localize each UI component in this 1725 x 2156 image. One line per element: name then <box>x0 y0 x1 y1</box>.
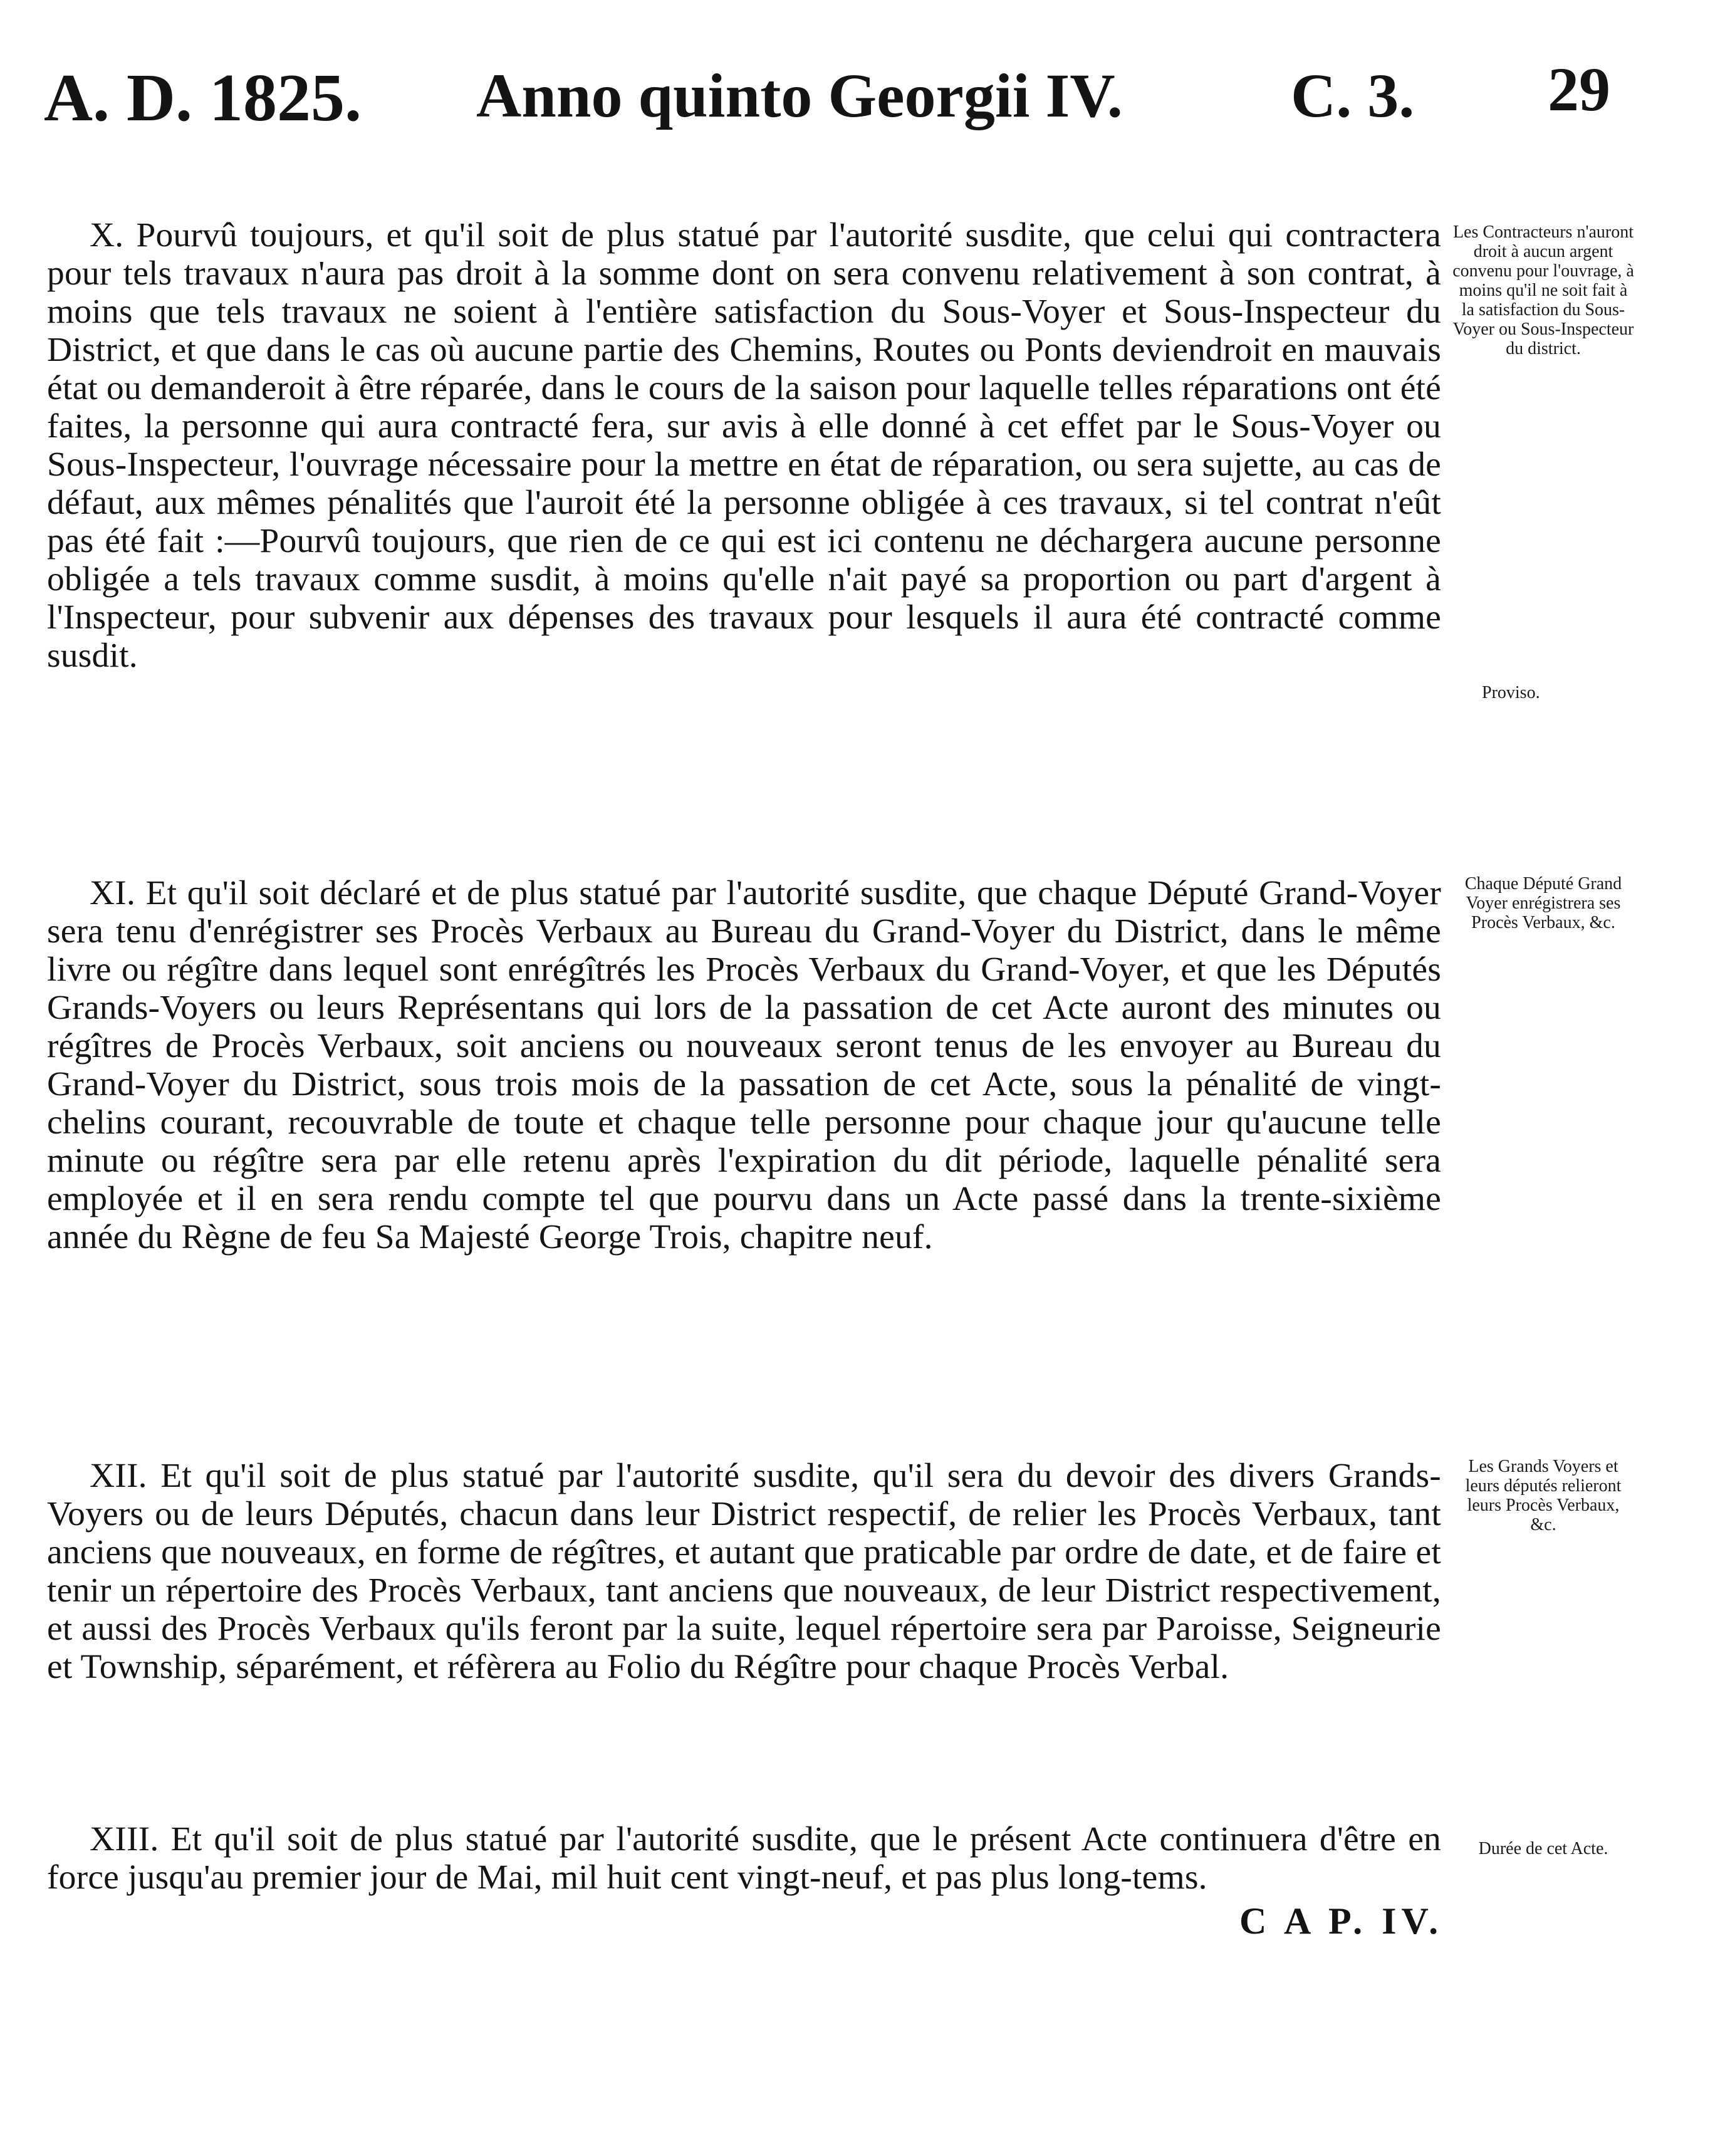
section-xii <box>47 1457 1441 1686</box>
section-xiii <box>47 1820 1441 1897</box>
section-paragraph <box>47 874 1441 1256</box>
section-number: XII. <box>90 1457 147 1495</box>
section-text: Pourvû toujours, et qu'il soit de plus statué par l'autorité susdite, que celui qui contractera pour tels travaux n'aura pas droit à la somme dont on sera convenu relativement à son contrat, à moins que tels travaux ne soient à l'entière satisfaction du Sous-Voyer et Sous-Inspecteur du District, et que dans le cas où aucune partie des Chemins, Routes ou Ponts deviendroit en mauvais état ou demanderoit à être réparée, dans le cours de la saison pour laquelle telles réparations ont été faites, la personne qui aura contracté fera, sur avis à elle donné à cet effet par le Sous-Voyer ou Sous-Inspecteur, l'ouvrage nécessaire pour la mettre en état de réparation, ou sera sujette, au cas de défaut, aux mêmes pénalités que l'auroit été la personne obligée à ces travaux, si tel contrat n'eût pas été fait :—Pourvû toujours, que rien de ce qui est ici contenu ne déchargera aucune personne obligée a tels travaux comme susdit, à moins qu'elle n'ait payé sa proportion ou part d'argent à l'Inspecteur, pour subvenir aux dépenses des travaux pour lesquels il aura été contracté comme susdit. <box>47 216 1441 675</box>
section-xi <box>47 874 1441 1256</box>
running-head <box>44 55 1629 154</box>
header-chapter: C. 3. <box>1291 61 1415 130</box>
section-number: XIII. <box>90 1820 159 1858</box>
page-number: 29 <box>1548 55 1610 124</box>
section-paragraph <box>47 1820 1441 1897</box>
section-number: X. <box>90 216 124 254</box>
section-paragraph <box>47 1457 1441 1686</box>
margin-note-contracteurs: Les Contracteurs n'auront droit à aucun argent convenu pour l'ouvrage, à moins qu'il ne soit fait à la satisfaction du Sous-Voyer ou Sous-Inspecteur du district. <box>1452 222 1634 358</box>
margin-note-duree: Durée de cet Acte. <box>1478 1839 1608 1858</box>
header-year: A. D. 1825. <box>44 61 362 135</box>
header-title: Anno quinto Georgii IV. <box>476 61 1123 130</box>
margin-note-depute-grand-voyer: Chaque Député Grand Voyer enrégistrera ses Procès Verbaux, &c. <box>1464 874 1622 932</box>
margin-note-grands-voyers: Les Grands Voyers et leurs députés relieront leurs Procès Verbaux, &c. <box>1465 1457 1622 1534</box>
next-chapter-heading: C A P. IV. <box>1239 1900 1444 1942</box>
section-text: Et qu'il soit de plus statué par l'autorité susdite, qu'il sera du devoir des divers Grands-Voyers ou de leurs Députés, chacun dans leur District respectif, de relier les Procès Verbaux, tant anciens que nouveaux, en forme de régîtres, et autant que praticable par ordre de date, et de faire et tenir un répertoire des Procès Verbaux, tant anciens que nouveaux, de leur District respectivement, et aussi des Procès Verbaux qu'ils feront par la suite, lequel répertoire sera par Paroisse, Seigneurie et Township, séparément, et réfèrera au Folio du Régître pour chaque Procès Verbal. <box>47 1457 1441 1686</box>
section-text: Et qu'il soit déclaré et de plus statué par l'autorité susdite, que chaque Député Grand-Voyer sera tenu d'enrégistrer ses Procès Verbaux au Bureau du Grand-Voyer du District, dans le même livre ou régître dans lequel sont enrégîtrés les Procès Verbaux du Grand-Voyer, et que les Députés Grands-Voyers ou leurs Représentans qui lors de la passation de cet Acte auront des minutes ou régîtres de Procès Verbaux, soit anciens ou nouveaux seront tenus de les envoyer au Bureau du Grand-Voyer du District, sous trois mois de la passation de cet Acte, sous la pénalité de vingt-chelins courant, recouvrable de toute et chaque telle personne pour chaque jour qu'aucune telle minute ou régître sera par elle retenu après l'expiration du dit période, laquelle pénalité sera employée et il en sera rendu compte tel que pourvu dans un Acte passé dans la trente-sixième année du Règne de feu Sa Majesté George Trois, chapitre neuf. <box>47 874 1442 1256</box>
section-paragraph <box>47 216 1441 675</box>
section-number: XI. <box>90 874 136 912</box>
section-text: Et qu'il soit de plus statué par l'autorité susdite, que le présent Acte continuera d'être en force jusqu'au premier jour de Mai, mil huit cent vingt-neuf, et pas plus long-tems. <box>47 1820 1442 1897</box>
margin-note-proviso: Proviso. <box>1482 683 1540 702</box>
section-x <box>47 216 1441 675</box>
